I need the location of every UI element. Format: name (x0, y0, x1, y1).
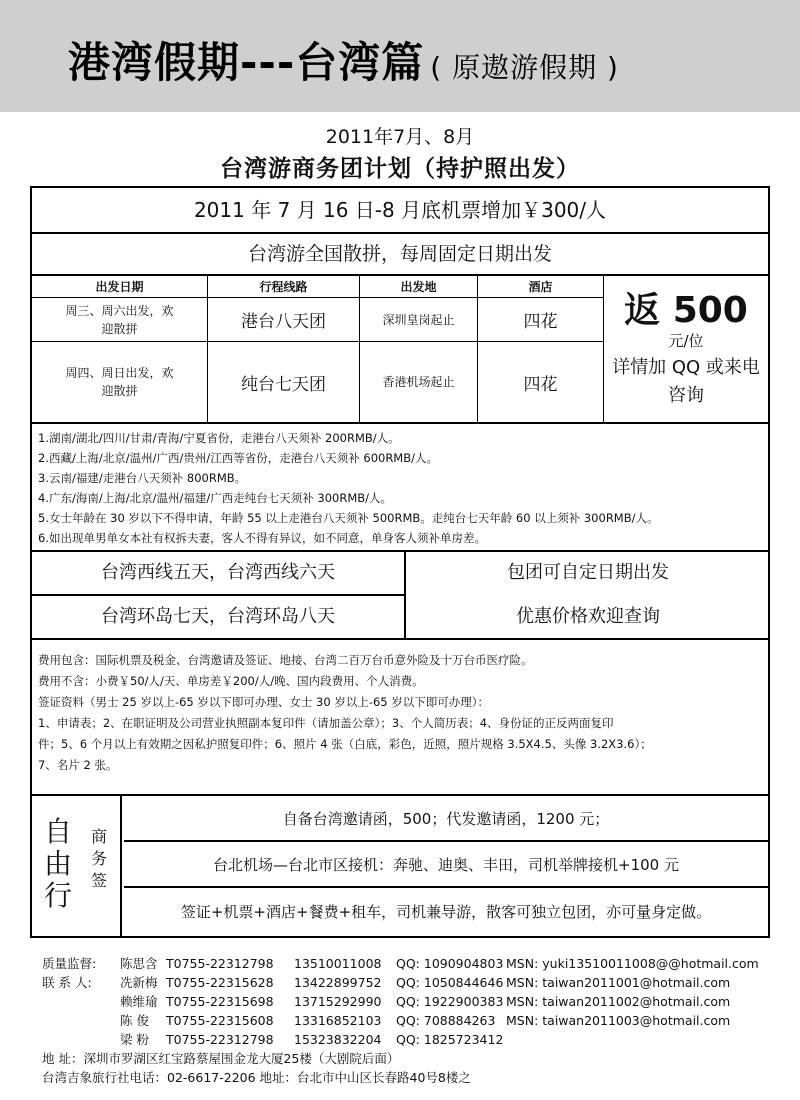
contact-row (42, 992, 731, 1011)
scatter-notice: 台湾游全国散拼，每周固定日期出发 (32, 234, 768, 276)
contact-tel: T0755-22312798 (166, 956, 274, 971)
contact-name: 赖维瑜 (120, 994, 158, 1009)
fees-section (32, 640, 768, 796)
contact-mobile: 15323832204 (294, 1032, 382, 1047)
date-line: 2011年7月、8月 (325, 126, 475, 148)
self-row-pickup: 台北机场—台北市区接机：奔驰、迪奥、丰田，司机举牌接机+100 元 (124, 842, 768, 888)
header-route: 行程线路 (208, 276, 360, 298)
row2-origin: 香港机场起止 (360, 342, 478, 422)
header-band (0, 0, 800, 112)
contact-qq: QQ: 1050844646 (396, 975, 504, 990)
contact-qq: QQ: 1825723412 (396, 1032, 504, 1047)
contact-mobile: 13715292990 (294, 994, 382, 1009)
header-hotel: 酒店 (478, 276, 604, 298)
itinerary-frame (30, 186, 770, 938)
note-item: 4.广东/海南/上海/北京/温州/福建/广西走纯台七天须补 300RMB/人。 (38, 491, 392, 505)
contact-name: 梁 粉 (120, 1032, 149, 1047)
line-island: 台湾环岛七天，台湾环岛八天 (32, 596, 406, 640)
business-visa-label: 商务签 (90, 827, 107, 890)
contact-msn: MSN: yuki13510011008@@hotmail.com (506, 956, 759, 971)
contact-msn: MSN: taiwan2011003@hotmail.com (506, 1013, 731, 1028)
row1-origin: 深圳皇岗起止 (360, 298, 478, 342)
tour-lines (32, 552, 768, 640)
note-item: 2.西藏/上海/北京/温州/广西/贵州/江西等省份，走港台八天须补 600RMB/人。 (38, 451, 438, 465)
taiwan-office-line: 台湾吉象旅行社电话：02-6617-2206 地址：台北市中山区长春路40号8楼之 (42, 1070, 471, 1085)
contact-tel: T0755-22312798 (166, 1032, 274, 1047)
contact-row (42, 1011, 731, 1030)
row1-date: 周三、周六出发，欢迎散拼 (32, 298, 208, 342)
main-title-text: 港湾假期---台湾篇 (68, 38, 425, 87)
contact-qq: QQ: 708884263 (396, 1013, 496, 1028)
self-row-package: 签证+机票+酒店+餐费+租车，司机兼导游，散客可独立包团，亦可量身定做。 (180, 903, 712, 921)
contact-row (42, 973, 731, 992)
contact-mobile: 13316852103 (294, 1013, 382, 1028)
contact-tel: T0755-22315608 (166, 1013, 274, 1028)
rebate-info: 详情加 QQ 或来电咨询 (612, 357, 760, 406)
fee-line: 签证资料（男士 25 岁以上-65 岁以下即可办理、女士 30 岁以上-65 岁以下即可办理）： (38, 695, 490, 709)
rebate-unit: 元/位 (668, 332, 704, 350)
contact-tel: T0755-22315628 (166, 975, 274, 990)
self-travel-label (32, 796, 122, 936)
note-item: 6.如出现单男单女本社有权拆夫妻，客人不得有异议，如不同意，单身客人须补单房差。 (38, 531, 486, 545)
contact-msn: MSN: taiwan2011001@hotmail.com (506, 975, 731, 990)
contact-name: 冼新梅 (120, 975, 158, 990)
row2-date: 周四、周日出发，欢迎散拼 (32, 342, 208, 422)
departure-table (32, 276, 768, 424)
contact-name: 陈思含 (120, 956, 158, 971)
row2-hotel: 四花 (478, 342, 604, 422)
rebate-promo (604, 276, 768, 422)
contact-mobile: 13510011008 (294, 956, 382, 971)
price-notice: 2011 年 7 月 16 日-8 月底机票增加￥300/人 (32, 188, 768, 234)
main-title (68, 30, 619, 90)
fee-line: 件；5、6 个月以上有效期之因私护照复印件；6、照片 4 张（白底，彩色，近照，照片规格 3.5X4.5、头像 3.2X3.6）； (38, 737, 652, 751)
rebate-amount: 返 500 (624, 290, 748, 331)
contact-msn: MSN: taiwan2011002@hotmail.com (506, 994, 731, 1009)
contact-role: 联 系 人: (42, 975, 92, 990)
main-subtitle: ( 原遨游假期 ) (430, 51, 619, 84)
contact-qq: QQ: 1090904803 (396, 956, 504, 971)
row2-route: 纯台七天团 (208, 342, 360, 422)
surcharge-notes (32, 424, 768, 552)
line-custom-date: 包团可自定日期出发 (507, 562, 669, 583)
row1-hotel: 四花 (478, 298, 604, 342)
contact-role: 质量监督: (42, 956, 97, 971)
row1-route: 港台八天团 (208, 298, 360, 342)
line-west: 台湾西线五天，台湾西线六天 (32, 552, 406, 596)
self-travel-section (32, 796, 768, 936)
fee-line: 费用包含：国际机票及税金、台湾邀请及签证、地接、台湾二百万台币意外险及十万台币医疗险。 (38, 653, 533, 667)
contact-row (42, 954, 759, 973)
note-item: 5.女士年龄在 30 岁以下不得申请，年龄 55 以上走港台八天须补 500RMB。走纯台七天年龄 60 以上须补 300RMB/人。 (38, 511, 659, 525)
contact-mobile: 13422899752 (294, 975, 382, 990)
line-discount: 优惠价格欢迎查询 (516, 606, 660, 627)
note-item: 3.云南/福建/走港台八天须补 800RMB。 (38, 471, 247, 485)
header-origin: 出发地 (360, 276, 478, 298)
fee-line: 7、名片 2 张。 (38, 758, 118, 772)
self-row-invitation: 自备台湾邀请函，500；代发邀请函，1200 元； (124, 796, 768, 842)
fee-line: 费用不含：小费￥50/人/天、单房差￥200/人/晚、国内段费用、个人消费。 (38, 674, 424, 688)
self-travel-big: 自由行 (43, 815, 72, 912)
plan-title: 台湾游商务团计划（持护照出发） (220, 156, 580, 182)
fee-line: 1、申请表；2、在职证明及公司营业执照副本复印件（请加盖公章）；3、个人简历表；4、身份证的正反两面复印 (38, 716, 614, 730)
contact-name: 陈 俊 (120, 1013, 149, 1028)
contact-qq: QQ: 1922900383 (396, 994, 504, 1009)
contact-section (42, 954, 759, 1087)
note-item: 1.湖南/湖北/四川/甘肃/青海/宁夏省份，走港台八天须补 200RMB/人。 (38, 431, 400, 445)
contact-tel: T0755-22315698 (166, 994, 274, 1009)
address-line: 地 址：深圳市罗湖区红宝路蔡屋围金龙大厦25楼（大剧院后面） (42, 1051, 400, 1066)
header-date: 出发日期 (32, 276, 208, 298)
contact-row (42, 1030, 504, 1049)
